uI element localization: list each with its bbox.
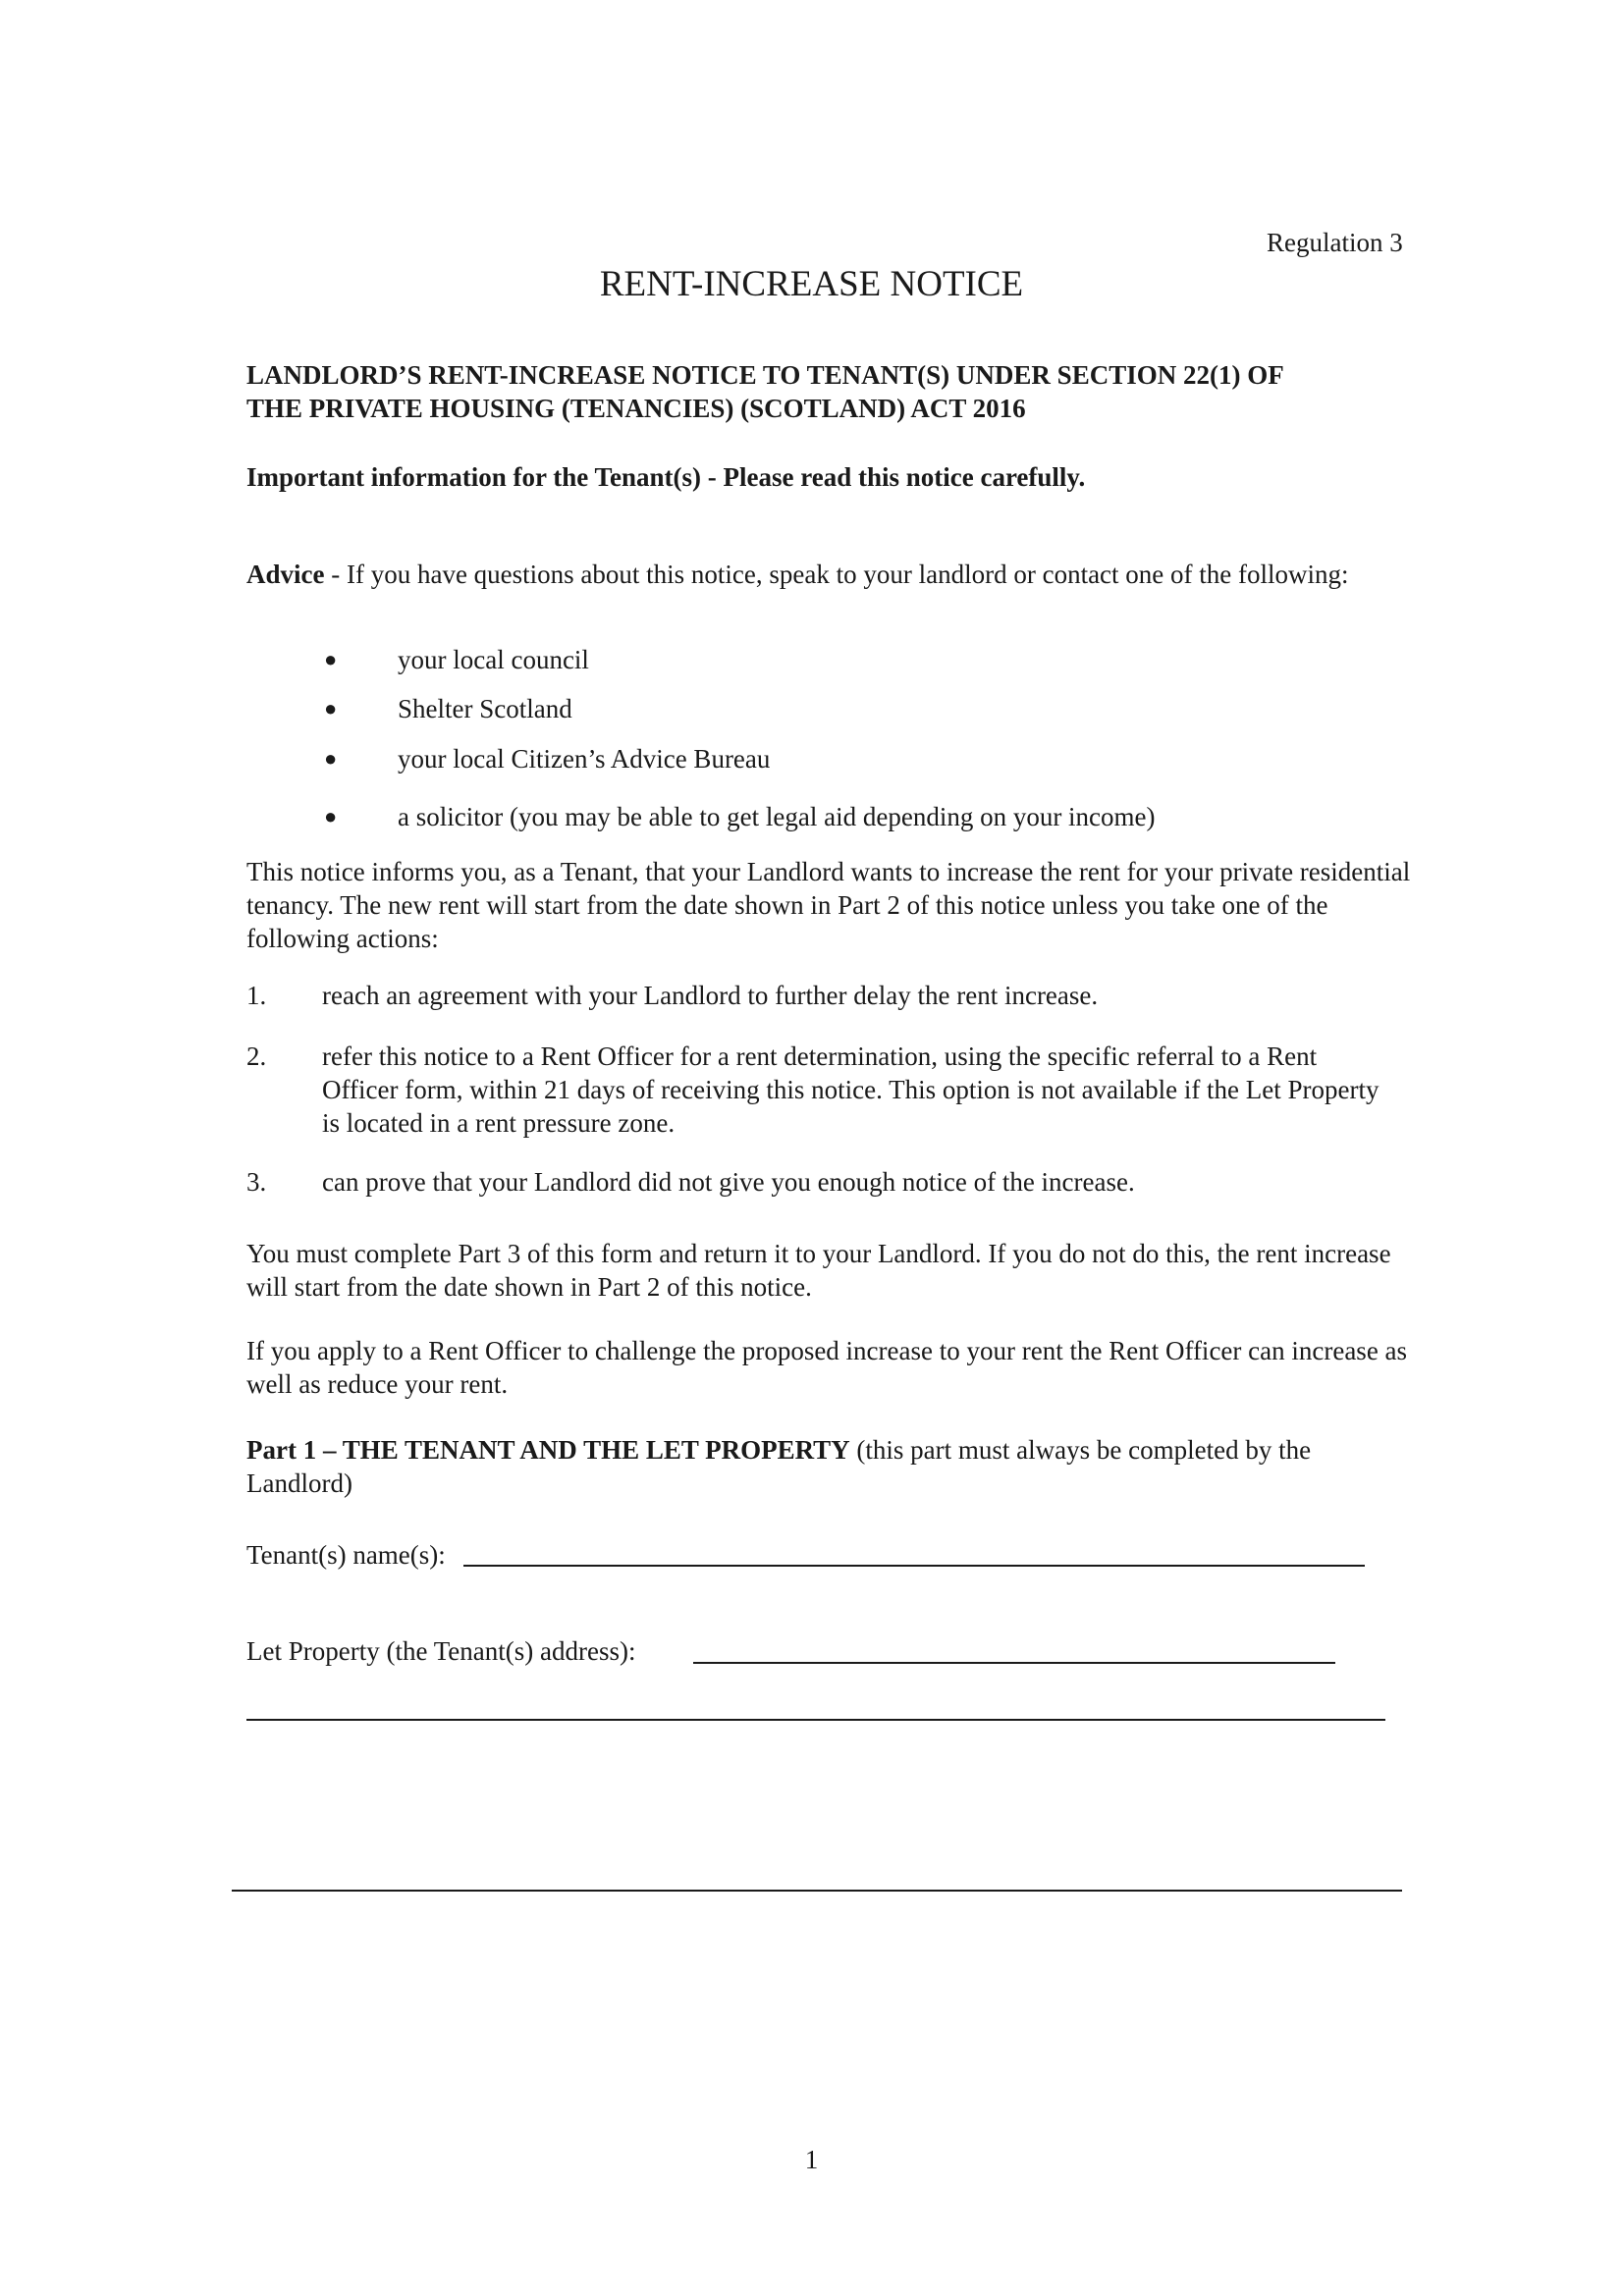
document-title: RENT-INCREASE NOTICE [599, 264, 1024, 304]
action-number: 1. [246, 981, 267, 1010]
tenant-names-field[interactable] [463, 1565, 1365, 1567]
action-text: can prove that your Landlord did not give you enough notice of the increase. [322, 1167, 1135, 1197]
advice-text: - If you have questions about this notice, speak to your landlord or contact one of the following: [324, 560, 1349, 589]
action-number: 2. [246, 1041, 267, 1071]
bullet-glyph: ● [324, 746, 338, 771]
part1-heading [246, 1433, 1395, 1500]
contact-item: a solicitor (you may be able to get legal aid depending on your income) [398, 802, 1156, 831]
bullet-glyph: ● [324, 804, 338, 828]
action-text: reach an agreement with your Landlord to further delay the rent increase. [322, 981, 1099, 1010]
notice-heading [246, 358, 1425, 425]
notice-heading-line-2: THE PRIVATE HOUSING (TENANCIES) (SCOTLAND) ACT 2016 [246, 394, 1026, 423]
contact-item: your local council [398, 645, 589, 674]
action-number: 3. [246, 1167, 267, 1197]
let-property-label: Let Property (the Tenant(s) address): [246, 1636, 636, 1666]
tenant-names-label: Tenant(s) name(s): [246, 1540, 446, 1570]
part1-note: (this part must always be completed by the Landlord) [246, 1435, 1312, 1498]
let-property-field[interactable] [693, 1662, 1335, 1664]
rent-officer-paragraph: If you apply to a Rent Officer to challenge the proposed increase to your rent the Rent Officer can increase as well as reduce your rent. [246, 1336, 1408, 1399]
contact-item: Shelter Scotland [398, 694, 572, 723]
regulation-reference: Regulation 3 [1267, 228, 1403, 257]
advice-paragraph [246, 558, 1405, 591]
bullet-glyph: ● [324, 647, 338, 671]
notice-heading-line-1: LANDLORD’S RENT-INCREASE NOTICE TO TENANT(S) UNDER SECTION 22(1) OF [246, 360, 1284, 390]
intro-paragraph: This notice informs you, as a Tenant, that your Landlord wants to increase the rent for your private residential tenancy. The new rent will start from the date shown in Part 2 of this notice unless you take one of the following actions: [246, 857, 1411, 953]
bullet-glyph: ● [324, 696, 338, 721]
advice-label: Advice [246, 560, 325, 589]
action-text: refer this notice to a Rent Officer for a rent determination, using the specific referral to a Rent Officer form, within 21 days of receiving this notice. This option is not available if the Let Property is located in a rent pressure zone. [322, 1041, 1380, 1138]
let-property-field-line-2[interactable] [246, 1719, 1385, 1721]
contact-item: your local Citizen’s Advice Bureau [398, 744, 771, 774]
important-information: Important information for the Tenant(s) - Please read this notice carefully. [246, 462, 1086, 492]
part1-label: Part 1 – THE TENANT AND THE LET PROPERTY [246, 1435, 850, 1465]
page-number: 1 [804, 2145, 819, 2174]
must-complete-paragraph: You must complete Part 3 of this form and return it to your Landlord. If you do not do this, the rent increase will start from the date shown in Part 2 of this notice. [246, 1239, 1391, 1302]
section-divider [232, 1890, 1402, 1892]
